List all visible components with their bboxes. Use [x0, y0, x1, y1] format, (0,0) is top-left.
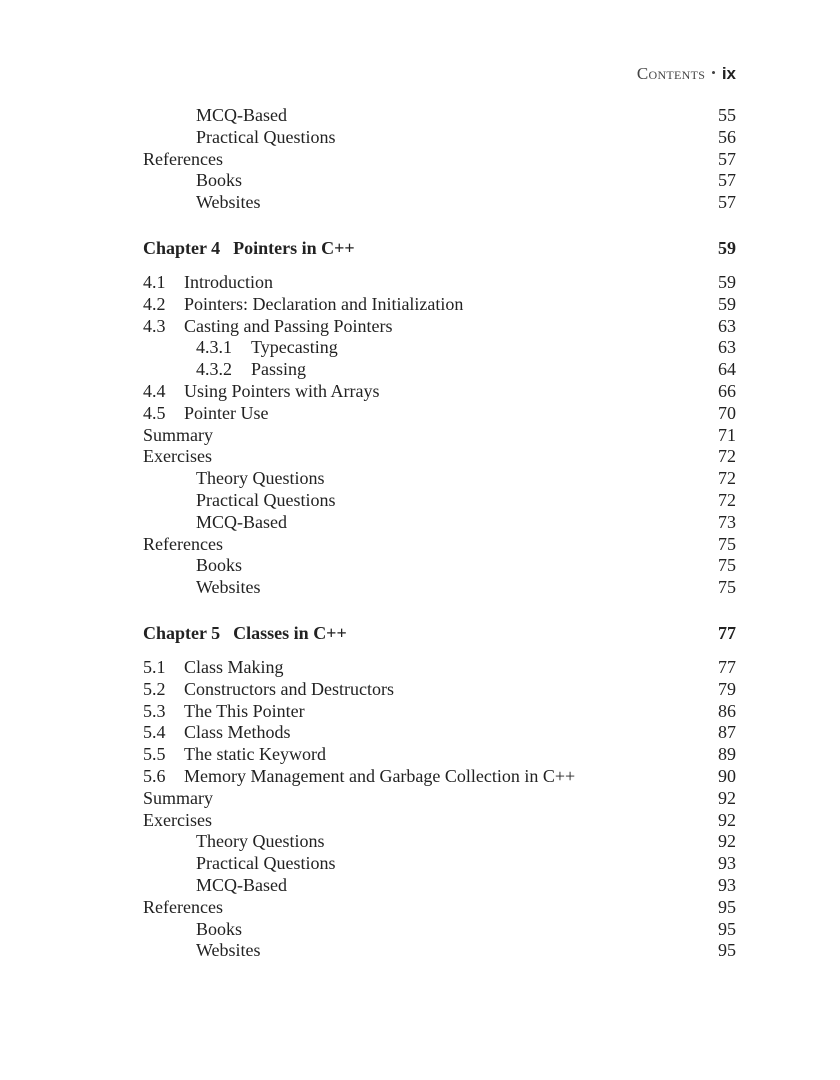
running-header-bullet: •	[711, 65, 716, 80]
chapter-page: 77	[718, 622, 736, 643]
toc-entry-page: 72	[718, 468, 736, 489]
toc-entry[interactable]	[143, 919, 736, 941]
section-number: 5.2	[143, 678, 166, 699]
toc-entry-title: Websites	[196, 192, 261, 213]
toc-entry-page: 70	[718, 402, 736, 423]
toc-entry[interactable]	[143, 875, 736, 897]
chapter-number: Chapter 5	[143, 622, 221, 643]
toc-entry[interactable]	[143, 294, 736, 316]
chapter-number: Chapter 4	[143, 237, 221, 258]
section-number: 4.2	[143, 293, 166, 314]
toc-entry-title: Books	[196, 555, 243, 576]
toc-entry-page: 95	[718, 918, 736, 939]
toc-entry-page: 86	[718, 700, 736, 721]
toc-entry-page: 59	[718, 293, 736, 314]
toc-entry-title: Theory Questions	[196, 831, 325, 852]
toc-entry-title: Websites	[196, 940, 261, 961]
section-number: 4.4	[143, 380, 166, 401]
section-number: 5.6	[143, 765, 166, 786]
toc-entry-title: Summary	[143, 424, 213, 445]
toc-entry-page: 75	[718, 577, 736, 598]
subsection-number: 4.3.1	[196, 337, 232, 358]
chapter-heading[interactable]	[143, 238, 736, 260]
toc-entry[interactable]	[143, 192, 736, 214]
toc-entry-page: 92	[718, 831, 736, 852]
toc-entry-page: 95	[718, 896, 736, 917]
toc-entry-page: 59	[718, 271, 736, 292]
table-of-contents	[143, 105, 736, 962]
toc-entry-page: 56	[718, 126, 736, 147]
toc-entry-title: Casting and Passing Pointers	[184, 315, 393, 336]
toc-entry-title: Constructors and Destructors	[184, 678, 394, 699]
toc-entry[interactable]	[143, 788, 736, 810]
toc-entry-title: The static Keyword	[184, 744, 326, 765]
toc-entry-page: 75	[718, 555, 736, 576]
toc-entry[interactable]	[143, 657, 736, 679]
toc-entry-page: 92	[718, 809, 736, 830]
toc-entry-title: Practical Questions	[196, 126, 336, 147]
subsection-number: 4.3.2	[196, 359, 232, 380]
chapter-heading[interactable]	[143, 623, 736, 645]
toc-entry-page: 79	[718, 678, 736, 699]
section-number: 4.1	[143, 271, 166, 292]
running-header-label: Contents	[636, 64, 706, 83]
toc-entry-page: 63	[718, 337, 736, 358]
toc-entry[interactable]	[143, 105, 736, 127]
toc-entry-page: 73	[718, 511, 736, 532]
toc-entry[interactable]	[143, 337, 736, 359]
toc-entry[interactable]	[143, 853, 736, 875]
toc-entry[interactable]	[143, 403, 736, 425]
toc-entry[interactable]	[143, 555, 736, 577]
section-number: 5.5	[143, 744, 166, 765]
toc-entry-page: 72	[718, 446, 736, 467]
chapter-title: Classes in C++	[233, 622, 347, 643]
toc-entry-title: Introduction	[184, 271, 273, 292]
section-number: 5.3	[143, 700, 166, 721]
toc-entry[interactable]	[143, 446, 736, 468]
toc-entry[interactable]	[143, 512, 736, 534]
toc-entry-title: MCQ-Based	[196, 105, 287, 125]
toc-entry-page: 93	[718, 874, 736, 895]
toc-entry-title: Books	[196, 918, 243, 939]
toc-entry-title: Websites	[196, 577, 261, 598]
toc-entry-page: 64	[718, 359, 736, 380]
toc-entry-page: 57	[718, 170, 736, 191]
toc-entry-page: 95	[718, 940, 736, 961]
toc-entry-page: 55	[718, 105, 736, 125]
toc-entry-title: Memory Management and Garbage Collection in C++	[184, 765, 576, 786]
page-number: ix	[721, 64, 736, 83]
toc-entry[interactable]	[143, 149, 736, 171]
toc-entry-title: Theory Questions	[196, 468, 325, 489]
toc-entry-page: 93	[718, 853, 736, 874]
toc-entry[interactable]	[143, 170, 736, 192]
toc-entry-title: Class Making	[184, 656, 284, 677]
chapter-page: 59	[718, 237, 736, 258]
toc-entry-title: Practical Questions	[196, 853, 336, 874]
section-number: 5.4	[143, 722, 166, 743]
toc-entry-title: Pointers: Declaration and Initialization	[184, 293, 464, 314]
toc-entry[interactable]	[143, 744, 736, 766]
toc-entry[interactable]	[143, 577, 736, 599]
toc-entry-title: References	[143, 148, 223, 169]
toc-entry[interactable]	[143, 679, 736, 701]
section-number: 4.3	[143, 315, 166, 336]
toc-entry-page: 57	[718, 148, 736, 169]
toc-entry-page: 75	[718, 533, 736, 554]
toc-entry-page: 63	[718, 315, 736, 336]
toc-entry-page: 89	[718, 744, 736, 765]
toc-entry-title: Summary	[143, 787, 213, 808]
toc-entry-title: References	[143, 896, 223, 917]
section-number: 4.5	[143, 402, 166, 423]
toc-entry[interactable]	[143, 490, 736, 512]
toc-entry-page: 57	[718, 192, 736, 213]
toc-entry-title: Practical Questions	[196, 489, 336, 510]
toc-entry[interactable]	[143, 810, 736, 832]
toc-entry-title: Books	[196, 170, 243, 191]
toc-entry[interactable]	[143, 359, 736, 381]
toc-entry[interactable]	[143, 897, 736, 919]
toc-entry[interactable]	[143, 534, 736, 556]
toc-entry-title: Pointer Use	[184, 402, 269, 423]
toc-entry-page: 90	[718, 765, 736, 786]
toc-entry-title: The This Pointer	[184, 700, 305, 721]
toc-entry[interactable]	[143, 831, 736, 853]
toc-entry[interactable]	[143, 722, 736, 744]
toc-entry-title: Exercises	[143, 809, 212, 830]
running-header	[637, 64, 736, 84]
toc-entry-title: Typecasting	[251, 337, 338, 358]
toc-entry-page: 71	[718, 424, 736, 445]
toc-entry-title: Passing	[251, 359, 307, 380]
toc-entry-page: 87	[718, 722, 736, 743]
toc-entry[interactable]	[143, 316, 736, 338]
toc-entry-page: 92	[718, 787, 736, 808]
toc-entry-title: Using Pointers with Arrays	[184, 380, 380, 401]
toc-entry-title: Exercises	[143, 446, 212, 467]
toc-entry[interactable]	[143, 766, 736, 788]
toc-entry[interactable]	[143, 381, 736, 403]
toc-entry[interactable]	[143, 272, 736, 294]
toc-entry-title: MCQ-Based	[196, 511, 287, 532]
toc-entry[interactable]	[143, 127, 736, 149]
toc-entry[interactable]	[143, 468, 736, 490]
toc-entry-title: Class Methods	[184, 722, 291, 743]
toc-entry[interactable]	[143, 425, 736, 447]
toc-entry-page: 66	[718, 380, 736, 401]
toc-entry[interactable]	[143, 701, 736, 723]
chapter-title: Pointers in C++	[233, 237, 355, 258]
toc-entry-page: 77	[718, 656, 736, 677]
toc-entry-page: 72	[718, 489, 736, 510]
toc-entry-title: MCQ-Based	[196, 874, 287, 895]
section-number: 5.1	[143, 656, 166, 677]
toc-entry-title: References	[143, 533, 223, 554]
toc-entry[interactable]	[143, 940, 736, 962]
